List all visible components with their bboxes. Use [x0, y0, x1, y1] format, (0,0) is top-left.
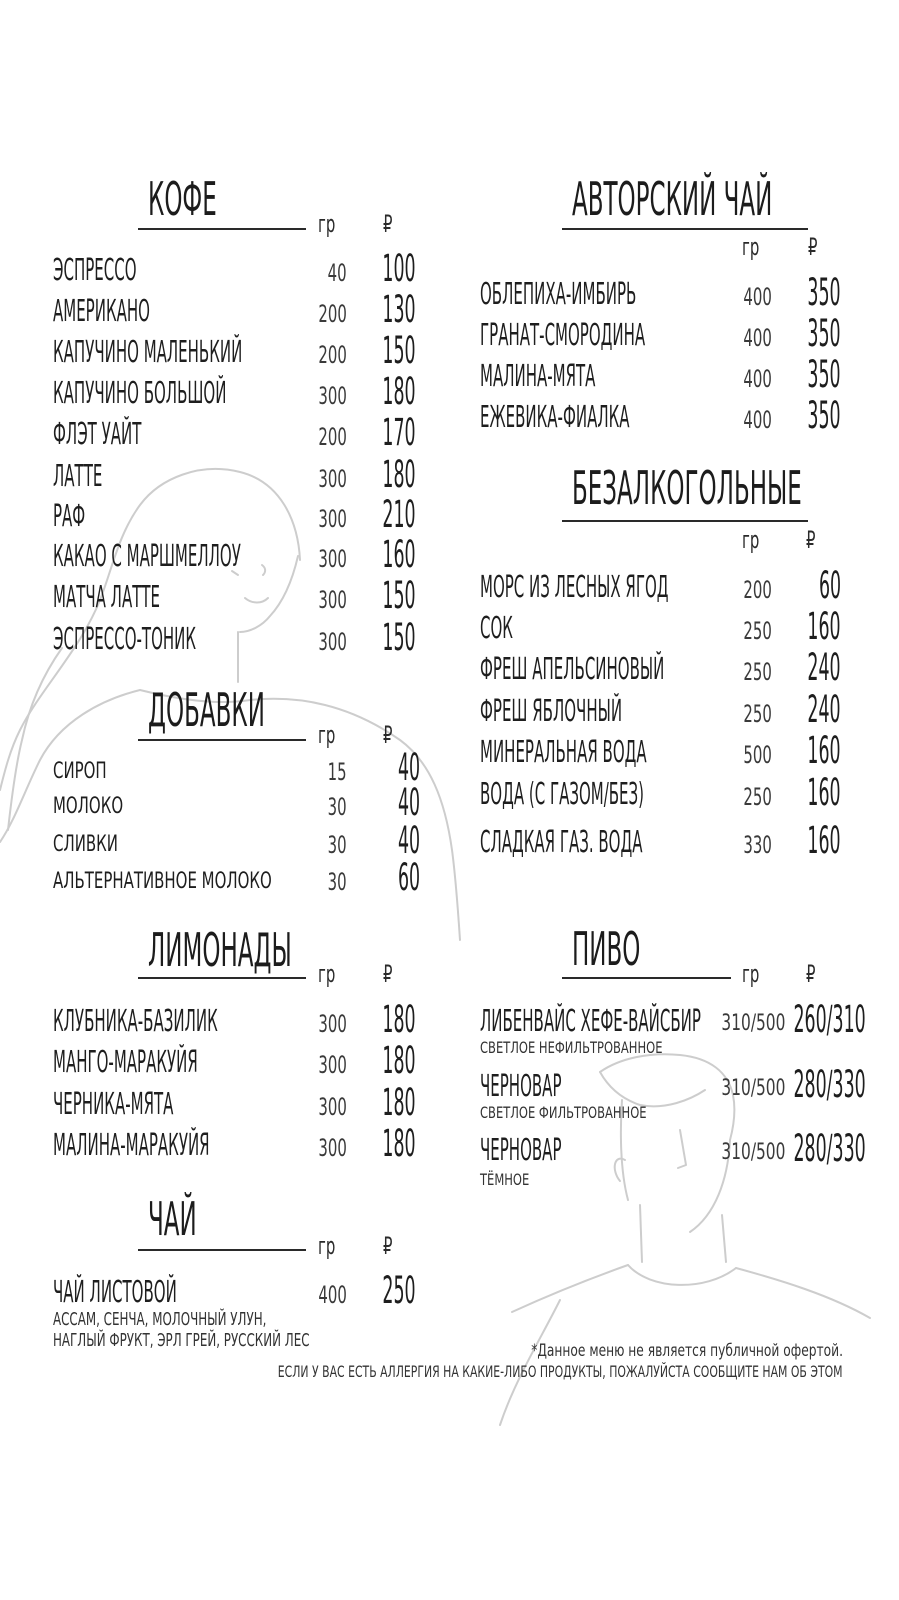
section-divider — [138, 1249, 306, 1251]
price-column-label: ₽ — [383, 1232, 393, 1260]
price-column-label: ₽ — [808, 233, 818, 261]
weight-column-label: гр — [318, 1232, 336, 1260]
item-price: 40 — [397, 745, 420, 789]
price-column-label: ₽ — [383, 721, 393, 749]
price-column-label: ₽ — [806, 526, 816, 554]
item-volume: 310/500 — [721, 1140, 785, 1166]
item-note: НАГЛЫЙ ФРУКТ, ЭРЛ ГРЕЙ, РУССКИЙ ЛЕС — [53, 1330, 310, 1351]
item-weight: 300 — [318, 381, 347, 410]
item-weight: 300 — [318, 544, 347, 573]
menu-item — [0, 999, 450, 1040]
menu-item — [450, 272, 899, 313]
item-price: 60 — [818, 563, 841, 607]
item-name: МОРС ИЗ ЛЕСНЫХ ЯГОД — [480, 569, 669, 605]
item-weight: 300 — [318, 1050, 347, 1079]
item-price: 350 — [807, 311, 841, 355]
item-price: 180 — [382, 369, 416, 413]
item-name: ЕЖЕВИКА-ФИАЛКА — [480, 399, 630, 435]
item-name: ЧЕРНОВАР — [480, 1132, 562, 1168]
disclaimer-text: *Данное меню не является публичной офертой. — [531, 1341, 843, 1361]
item-name: АЛЬТЕРНАТИВНОЕ МОЛОКО — [53, 869, 272, 895]
item-name: МИНЕРАЛЬНАЯ ВОДА — [480, 734, 647, 770]
menu-item — [0, 248, 450, 289]
menu-item — [450, 313, 899, 354]
menu-item — [0, 534, 450, 575]
section-divider — [562, 520, 808, 522]
item-note: АССАМ, СЕНЧА, МОЛОЧНЫЙ УЛУН, — [53, 1309, 267, 1330]
item-weight: 30 — [328, 792, 347, 821]
item-name: ФРЕШ ЯБЛОЧНЫЙ — [480, 693, 623, 729]
item-price: 160 — [807, 818, 841, 862]
item-note: СВЕТЛОЕ ФИЛЬТРОВАННОЕ — [480, 1103, 647, 1122]
item-name: ЧАЙ ЛИСТОВОЙ — [53, 1274, 177, 1310]
item-price: 250 — [382, 1268, 416, 1312]
item-price: 180 — [382, 1121, 416, 1165]
item-price: 160 — [807, 728, 841, 772]
allergy-notice: ЕСЛИ У ВАС ЕСТЬ АЛЛЕРГИЯ НА КАКИЕ-ЛИБО ПРОДУКТЫ, ПОЖАЛУЙСТА СООБЩИТЕ НАМ ОБ ЭТОМ — [278, 1362, 843, 1381]
item-note: СВЕТЛОЕ НЕФИЛЬТРОВАННОЕ — [480, 1038, 663, 1057]
item-price: 150 — [382, 615, 416, 659]
item-name: ФЛЭТ УАЙТ — [53, 416, 142, 452]
item-name: МАЛИНА-МАРАКУЙЯ — [53, 1127, 210, 1163]
menu-item — [0, 494, 450, 535]
item-price: 160 — [382, 532, 416, 576]
item-name: СЛАДКАЯ ГАЗ. ВОДА — [480, 824, 643, 860]
menu-item — [450, 565, 899, 606]
item-name: ЧЕРНОВАР — [480, 1068, 562, 1104]
item-weight: 400 — [743, 323, 772, 352]
menu-item — [450, 772, 899, 813]
item-weight: 300 — [318, 1092, 347, 1121]
price-column-label: ₽ — [383, 960, 393, 988]
section-divider — [562, 228, 808, 230]
item-weight: 300 — [318, 1133, 347, 1162]
item-weight: 30 — [328, 830, 347, 859]
item-name: ЭСПРЕССО-ТОНИК — [53, 621, 197, 657]
menu-item — [450, 820, 899, 861]
item-weight: 250 — [743, 657, 772, 686]
item-name: СЛИВКИ — [53, 832, 118, 858]
item-weight: 300 — [318, 504, 347, 533]
menu-item — [450, 395, 899, 436]
menu-item — [0, 617, 450, 658]
item-name: КАКАО С МАРШМЕЛЛОУ — [53, 538, 241, 574]
section-divider — [562, 977, 731, 979]
weight-column-label: гр — [318, 721, 336, 749]
section-title: ДОБАВКИ — [148, 683, 265, 737]
item-weight: 250 — [743, 699, 772, 728]
item-price: 280/330 — [793, 1062, 866, 1106]
section-title: АВТОРСКИЙ ЧАЙ — [572, 172, 773, 226]
item-price: 350 — [807, 270, 841, 314]
item-weight: 300 — [318, 464, 347, 493]
section-divider — [138, 977, 306, 979]
item-name: ВОДА (С ГАЗОМ/БЕЗ) — [480, 776, 645, 812]
item-volume: 310/500 — [721, 1011, 785, 1037]
item-name: ЭСПРЕССО — [53, 252, 137, 288]
menu-item — [0, 1040, 450, 1081]
item-name: МАЛИНА-МЯТА — [480, 358, 596, 394]
weight-column-label: гр — [742, 233, 760, 261]
weight-column-label: гр — [318, 960, 336, 988]
item-price: 40 — [397, 818, 420, 862]
weight-column-label: гр — [742, 526, 760, 554]
item-name: КАПУЧИНО МАЛЕНЬКИЙ — [53, 334, 243, 370]
item-name: АМЕРИКАНО — [53, 293, 150, 329]
item-name: МАТЧА ЛАТТЕ — [53, 579, 161, 615]
price-column-label: ₽ — [383, 210, 393, 238]
item-weight: 40 — [328, 258, 347, 287]
item-price: 280/330 — [793, 1126, 866, 1170]
item-weight: 400 — [743, 364, 772, 393]
weight-column-label: гр — [318, 210, 336, 238]
item-price: 160 — [807, 770, 841, 814]
item-name: КАПУЧИНО БОЛЬШОЙ — [53, 375, 227, 411]
menu-item — [0, 454, 450, 495]
item-weight: 400 — [743, 282, 772, 311]
menu-item — [0, 857, 450, 898]
menu-item — [450, 354, 899, 395]
item-weight: 400 — [743, 405, 772, 434]
item-price: 180 — [382, 452, 416, 496]
item-price: 170 — [382, 410, 416, 454]
menu-item — [0, 782, 450, 823]
item-price: 60 — [397, 855, 420, 899]
menu-item — [0, 820, 450, 861]
section-title: БЕЗАЛКОГОЛЬНЫЕ — [572, 461, 802, 515]
item-price: 180 — [382, 1080, 416, 1124]
item-name: СИРОП — [53, 759, 107, 785]
item-weight: 300 — [318, 585, 347, 614]
item-price: 240 — [807, 687, 841, 731]
menu-item — [0, 1082, 450, 1123]
section-title: КОФЕ — [148, 172, 217, 226]
price-column-label: ₽ — [806, 960, 816, 988]
item-name: ЛИБЕНВАЙС ХЕФЕ-ВАЙСБИР — [480, 1003, 701, 1039]
item-weight: 250 — [743, 616, 772, 645]
section-divider — [138, 228, 306, 230]
menu-item — [450, 606, 899, 647]
menu-item — [0, 575, 450, 616]
item-weight: 300 — [318, 1009, 347, 1038]
item-name: МАНГО-МАРАКУЙЯ — [53, 1044, 198, 1080]
section-title: ПИВО — [572, 922, 641, 976]
section-title: ЧАЙ — [148, 1192, 197, 1246]
item-price: 160 — [807, 604, 841, 648]
item-name: ЧЕРНИКА-МЯТА — [53, 1086, 174, 1122]
menu-item — [0, 289, 450, 330]
item-note: ТЁМНОЕ — [480, 1170, 530, 1189]
menu-item — [450, 730, 899, 771]
item-weight: 400 — [318, 1280, 347, 1309]
menu-item — [450, 1064, 899, 1105]
item-weight: 200 — [318, 340, 347, 369]
weight-column-label: гр — [742, 960, 760, 988]
item-price: 350 — [807, 352, 841, 396]
item-price: 100 — [382, 246, 416, 290]
menu-item — [450, 1128, 899, 1169]
menu-item — [0, 330, 450, 371]
item-price: 150 — [382, 573, 416, 617]
item-name: МОЛОКО — [53, 794, 124, 820]
item-price: 40 — [397, 780, 420, 824]
item-weight: 15 — [328, 757, 347, 786]
item-name: ОБЛЕПИХА-ИМБИРЬ — [480, 276, 637, 312]
item-price: 180 — [382, 997, 416, 1041]
item-price: 350 — [807, 393, 841, 437]
item-name: ЛАТТЕ — [53, 458, 103, 494]
item-weight: 500 — [743, 740, 772, 769]
item-weight: 200 — [743, 575, 772, 604]
item-name: ФРЕШ АПЕЛЬСИНОВЫЙ — [480, 651, 665, 687]
item-weight: 200 — [318, 422, 347, 451]
item-weight: 30 — [328, 867, 347, 896]
menu-item — [450, 647, 899, 688]
menu-item — [0, 1123, 450, 1164]
item-price: 210 — [382, 492, 416, 536]
menu-item — [0, 1270, 450, 1311]
item-weight: 250 — [743, 782, 772, 811]
item-price: 130 — [382, 287, 416, 331]
menu-item — [0, 412, 450, 453]
item-price: 150 — [382, 328, 416, 372]
item-name: РАФ — [53, 498, 86, 534]
item-name: ГРАНАТ-СМОРОДИНА — [480, 317, 646, 353]
menu-item — [450, 999, 899, 1040]
item-weight: 300 — [318, 627, 347, 656]
item-price: 260/310 — [793, 997, 866, 1041]
section-divider — [138, 739, 306, 741]
item-volume: 310/500 — [721, 1076, 785, 1102]
menu-item — [450, 689, 899, 730]
item-name: СОК — [480, 610, 513, 646]
menu-item — [0, 371, 450, 412]
item-weight: 200 — [318, 299, 347, 328]
section-title: ЛИМОНАДЫ — [148, 923, 292, 977]
item-name: КЛУБНИКА-БАЗИЛИК — [53, 1003, 218, 1039]
item-weight: 330 — [743, 830, 772, 859]
item-price: 240 — [807, 645, 841, 689]
item-price: 180 — [382, 1038, 416, 1082]
